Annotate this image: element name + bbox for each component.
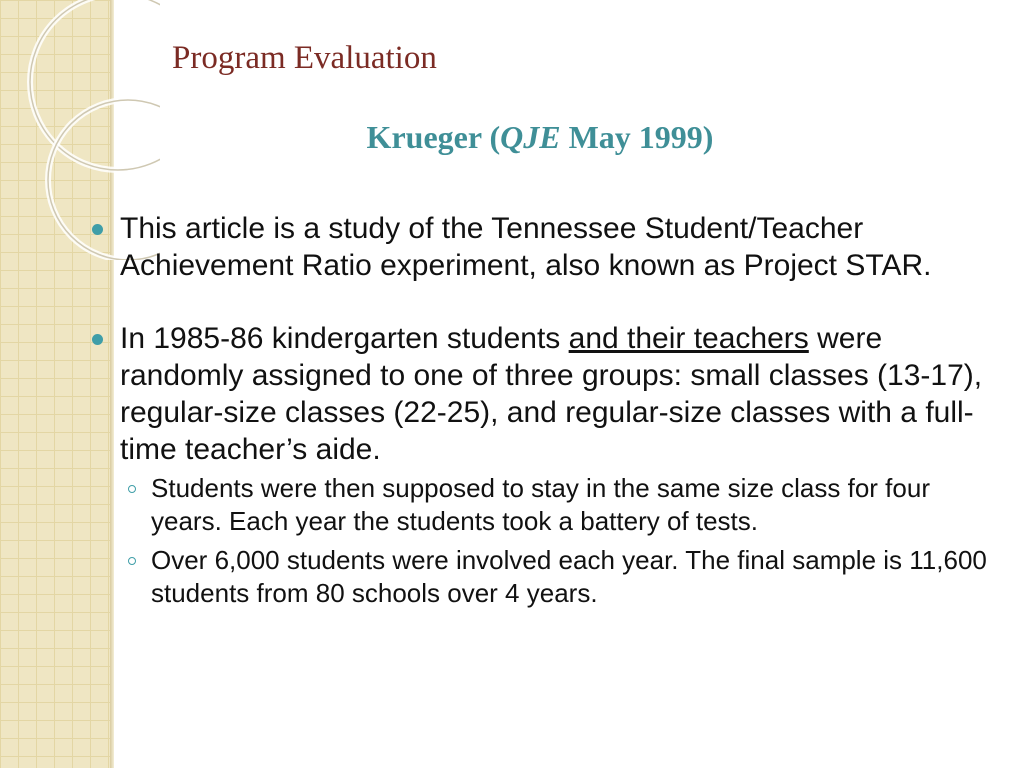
bullet-dot-icon xyxy=(92,334,103,345)
slide-content xyxy=(90,210,990,616)
bullet-text: This article is a study of the Tennessee Student/Teacher Achievement Ratio experiment, also known as Project STAR. xyxy=(120,212,932,282)
slide-title: Program Evaluation xyxy=(172,40,437,76)
sub-bullet-item xyxy=(90,544,990,610)
bullet-text-before: In 1985-86 kindergarten students xyxy=(120,322,569,355)
bullet-text-after: were randomly assigned to one of three groups: small classes (13-17), regular-size classes (22-25), and regular-size classes with a full-time teacher’s aide. xyxy=(120,322,983,466)
subtitle-suffix: May 1999) xyxy=(560,119,714,155)
subtitle-prefix: Krueger ( xyxy=(366,119,501,155)
sub-bullet-ring-icon xyxy=(128,485,136,493)
slide-subtitle xyxy=(0,119,1024,156)
bullet-underlined-text: and their teachers xyxy=(568,322,809,355)
sub-bullet-text: Students were then supposed to stay in the same size class for four years. Each year the students took a battery of tests. xyxy=(151,473,930,536)
bullet-item xyxy=(90,210,990,284)
bullet-dot-icon xyxy=(92,224,103,235)
sub-bullet-ring-icon xyxy=(128,557,136,565)
sub-bullet-text: Over 6,000 students were involved each year. The final sample is 11,600 students from 80 schools over 4 years. xyxy=(151,545,987,608)
sub-bullet-item xyxy=(90,472,990,538)
subtitle-journal: QJE xyxy=(500,119,561,155)
bullet-item xyxy=(90,320,990,468)
